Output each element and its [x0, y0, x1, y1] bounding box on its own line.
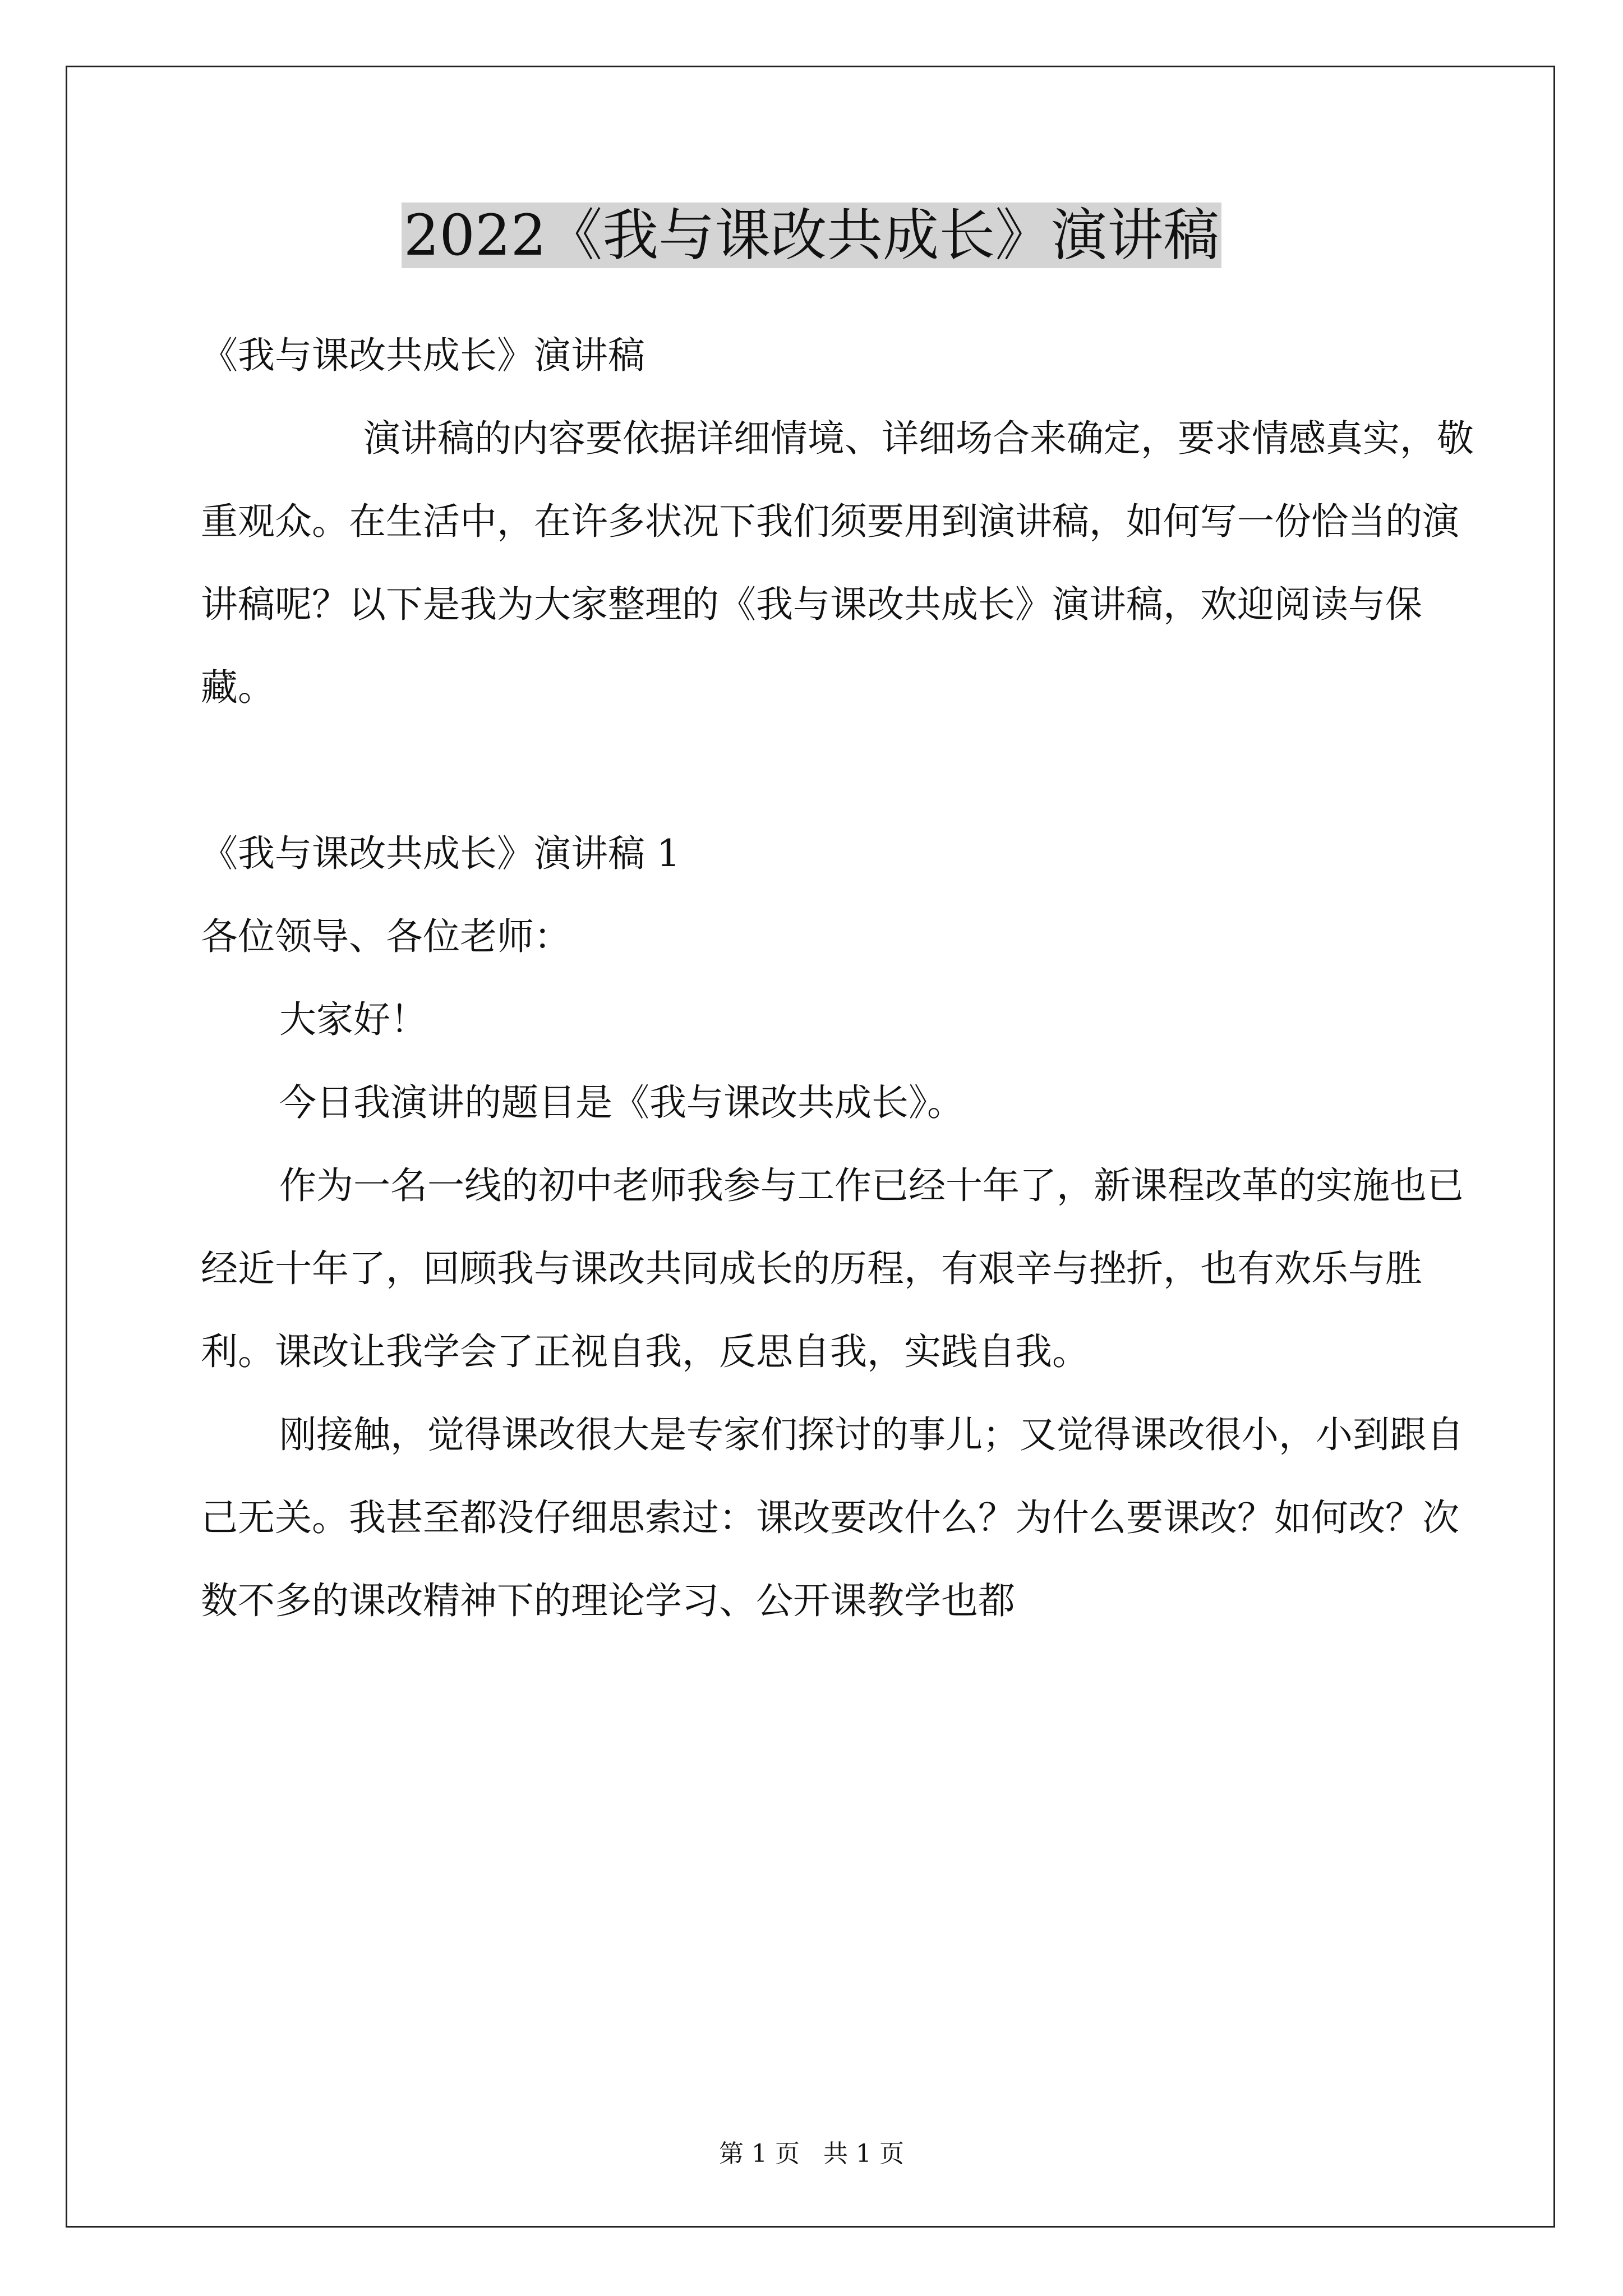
page-number-current: 第 1 页 [719, 2139, 800, 2168]
document-title [0, 194, 1623, 278]
document-title-text: 2022《我与课改共成长》演讲稿 [402, 203, 1222, 268]
paragraph-topic: 今日我演讲的题目是《我与课改共成长》。 [279, 1081, 964, 1124]
paragraph-subtitle: 《我与课改共成长》演讲稿 [201, 334, 645, 377]
paragraph-salutation: 各位领导、各位老师： [201, 915, 571, 958]
page-footer [0, 2137, 1623, 2171]
paragraph-reflection: 刚接触，觉得课改很大是专家们探讨的事儿；又觉得课改很小，小到跟自己无关。我甚至都没仔细思索过：课改要改什么？为什么要课改？如何改？次数不多的课改精神下的理论学习、公开课教学也都 [201, 1413, 1464, 1622]
paragraph-intro: 演讲稿的内容要依据详细情境、详细场合来确定，要求情感真实，敬重观众。在生活中，在许多状况下我们须要用到演讲稿，如何写一份恰当的演讲稿呢？以下是我为大家整理的《我与课改共成长》演讲稿，欢迎阅读与保藏。 [201, 417, 1474, 709]
paragraph-experience: 作为一名一线的初中老师我参与工作已经十年了，新课程改革的实施也已经近十年了，回顾我与课改共同成长的历程，有艰辛与挫折，也有欢乐与胜利。课改让我学会了正视自我，反思自我，实践自我。 [201, 1164, 1464, 1373]
page-number-total: 共 1 页 [823, 2139, 904, 2168]
paragraph-greeting: 大家好！ [279, 998, 427, 1041]
paragraph-gap [201, 729, 1491, 812]
document-body [201, 314, 1491, 1642]
paragraph-speech-heading: 《我与课改共成长》演讲稿 1 [201, 832, 680, 875]
